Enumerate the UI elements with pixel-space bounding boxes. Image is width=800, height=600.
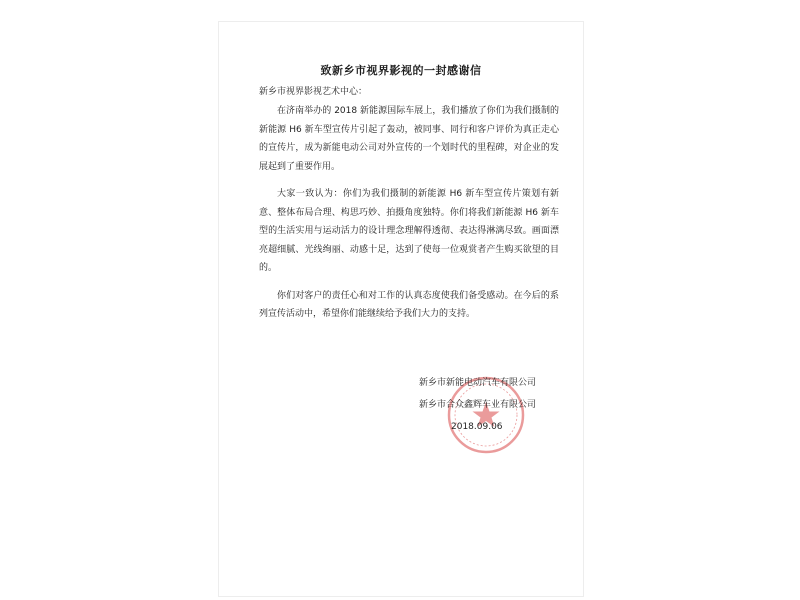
paragraph-3: 你们对客户的责任心和对工作的认真态度使我们备受感动。在今后的系列宣传活动中，希望你们能继续给予我们大力的支持。	[259, 290, 559, 319]
letter-body	[259, 102, 559, 333]
paragraph-1: 在济南举办的 2018 新能源国际车展上，我们播放了你们为我们摄制的新能源 H6 新车型宣传片引起了轰动，被同事、同行和客户评价为真正走心的宣传片，成为新能电动公司对外宣传的一个划时代的里程碑，对企业的发展起到了重要作用。	[259, 106, 559, 172]
letter-title: 致新乡市视界影视的一封感谢信	[320, 64, 482, 77]
signatory-2: 新乡市合众鑫辉车业有限公司	[419, 400, 537, 410]
letter-page	[219, 22, 583, 596]
paragraph-2: 大家一致认为：你们为我们摄制的新能源 H6 新车型宣传片策划有新意、整体布局合理、构思巧妙、拍摄角度独特。你们将我们新能源 H6 新车型的生活实用与运动活力的设计理念理解得透彻、表达得淋漓尽致。画面漂亮超细腻、光线绚丽、动感十足，达到了使每一位观赏者产生购买欲望的目的。	[259, 189, 559, 273]
letter-salutation: 新乡市视界影视艺术中心：	[259, 87, 368, 97]
signature-block	[419, 372, 569, 438]
signatory-1: 新乡市新能电动汽车有限公司	[419, 378, 537, 388]
letter-date: 2018.09.06	[451, 422, 503, 432]
